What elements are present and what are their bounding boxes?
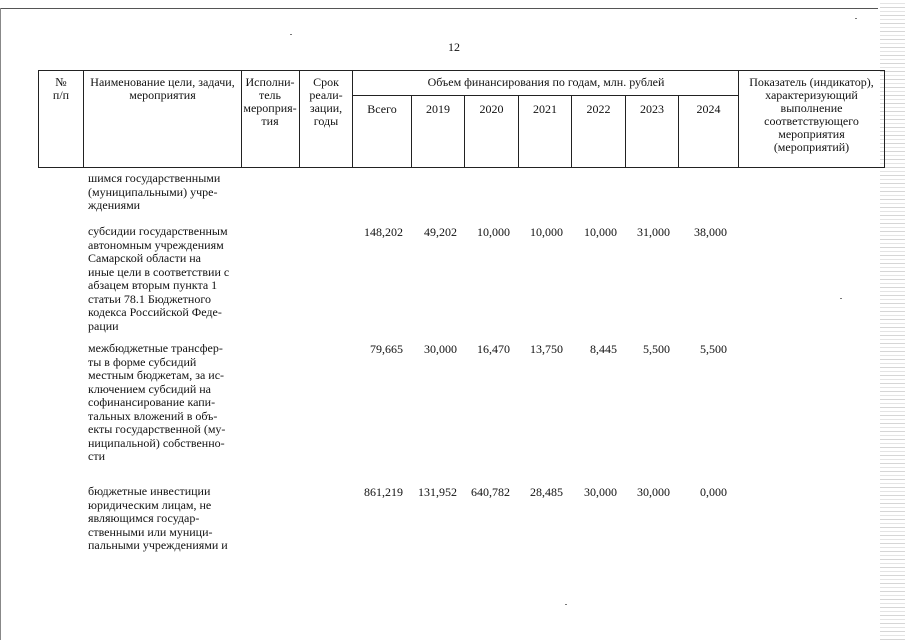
header-year-2019: 2019: [426, 102, 450, 116]
header-total: Всего: [367, 102, 397, 116]
row-2020: 16,470: [477, 342, 510, 356]
row-2022: 30,000: [584, 485, 617, 499]
col-border: [884, 70, 885, 168]
col-border: [38, 70, 39, 168]
row-2020: 10,000: [477, 225, 510, 239]
row-2021: 28,485: [530, 485, 563, 499]
col-border: [738, 70, 739, 168]
header-executor: Исполни- тель мероприя- тия: [243, 75, 297, 128]
row-2024: 0,000: [700, 485, 727, 499]
row-2022: 8,445: [590, 342, 617, 356]
header-year-2024: 2024: [696, 102, 721, 116]
header-num: № п/п: [52, 75, 70, 102]
row-2024: 38,000: [694, 225, 727, 239]
row-2023: 30,000: [637, 485, 670, 499]
header-year-2022: 2022: [586, 102, 611, 116]
row-2023: 31,000: [637, 225, 670, 239]
row-2019: 49,202: [424, 225, 457, 239]
row-total: 861,219: [364, 485, 403, 499]
row-2022: 10,000: [584, 225, 617, 239]
row-2019: 131,952: [418, 485, 457, 499]
scan-speck: [855, 18, 857, 19]
row-2020: 640,782: [471, 485, 510, 499]
row-description: шимся государственными (муниципальными) учре- ждениями: [88, 171, 221, 212]
header-year-2023: 2023: [640, 102, 664, 116]
row-description: межбюджетные трансфер- ты в форме субсидий местным бюджетам, за ис- ключением субсидий на софинансирование капи- тальных вложений в объ- екты государственной (му- ниципальной) собственно- сти: [88, 341, 226, 463]
header-year-2021: 2021: [533, 102, 557, 116]
row-2023: 5,500: [643, 342, 670, 356]
scan-speck: [565, 604, 567, 605]
row-total: 79,665: [370, 342, 403, 356]
scan-top-border: [0, 8, 878, 9]
scan-left-border: [0, 8, 1, 640]
header-year-2020: 2020: [479, 102, 504, 116]
page-number: 12: [448, 40, 460, 54]
header-top-rule: [38, 70, 885, 71]
header-indicator: Показатель (индикатор), характеризующий выполнение соответствующего мероприятия (мероприятий): [749, 75, 874, 154]
header-funding: Объем финансирования по годам, млн. рублей: [427, 75, 665, 89]
scan-speck: [290, 34, 292, 35]
row-2024: 5,500: [700, 342, 727, 356]
header-mid-rule: [352, 95, 738, 96]
col-border: [352, 70, 353, 168]
row-total: 148,202: [364, 225, 403, 239]
row-2021: 10,000: [530, 225, 563, 239]
header-name: Наименование цели, задачи, мероприятия: [90, 75, 235, 102]
row-description: бюджетные инвестиции юридическим лицам, не являющимся государ- ственными или муници- пальными учреждениями и: [88, 484, 228, 552]
col-border: [83, 70, 84, 168]
row-description: субсидии государственным автономным учреждениям Самарской области на иные цели в соответствии с абзацем вторым пункта 1 статьи 78.1 Бюджетного кодекса Российской Феде- рации: [88, 224, 230, 333]
scan-speck: [840, 298, 842, 299]
row-2021: 13,750: [530, 342, 563, 356]
header-bottom-rule: [38, 167, 885, 168]
header-period: Срок реали- зации, годы: [309, 75, 343, 128]
row-2019: 30,000: [424, 342, 457, 356]
